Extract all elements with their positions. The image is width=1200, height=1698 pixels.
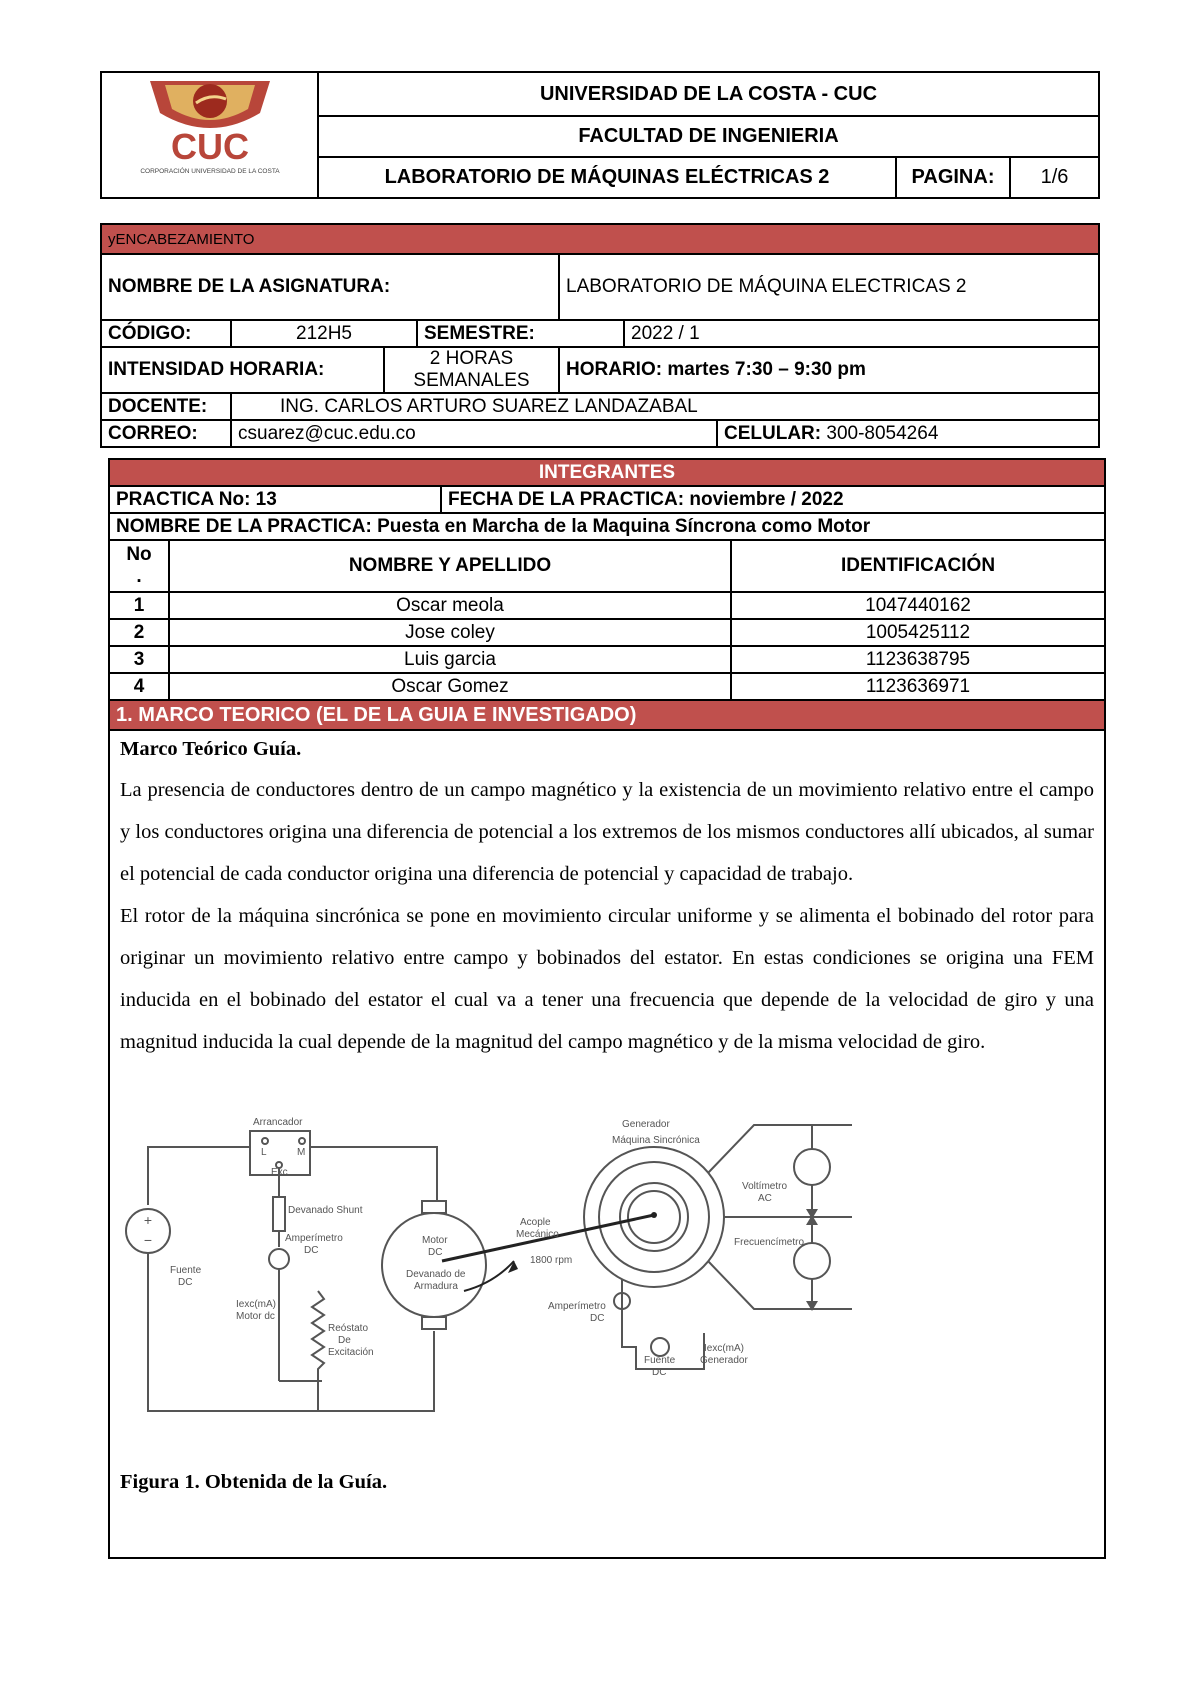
paragraph-2: El rotor de la máquina sincrónica se pone en movimiento circular uniforme y se alimenta el bobinado del rotor para originar un movimiento relativo entre campo y bobinados del estator. En estas condiciones se origina una FEM inducida en el bobinado del estator el cual va a tener una frecuencia que depende de la velocidad de giro y una magnitud inducida la cual depende de la magnitud del campo magnético y de la misma velocidad de giro. [120, 905, 1094, 1053]
svg-text:Motor dc: Motor dc [236, 1311, 275, 1322]
svg-text:L: L [261, 1147, 267, 1158]
integrantes-title: INTEGRANTES [109, 459, 1105, 486]
code-value: 212H5 [231, 320, 417, 347]
col-id: IDENTIFICACIÓN [731, 540, 1105, 592]
svg-text:CORPORACIÓN UNIVERSIDAD DE LA: CORPORACIÓN UNIVERSIDAD DE LA COSTA [139, 168, 280, 175]
practice-name: NOMBRE DE LA PRACTICA: Puesta en Marcha de la Maquina Síncrona como Motor [109, 513, 1105, 540]
table-row: 3 Luis garcia 1123638795 [109, 646, 1105, 673]
page-value: 1/6 [1010, 157, 1099, 198]
encabezamiento-title: yENCABEZAMIENTO [101, 224, 1099, 254]
svg-text:M: M [297, 1147, 306, 1158]
section-title: 1. MARCO TEORICO (EL DE LA GUIA E INVESTIGADO) [109, 700, 1105, 730]
svg-text:DC: DC [304, 1245, 319, 1256]
col-no: No . [109, 540, 169, 592]
svg-text:Amperímetro: Amperímetro [548, 1301, 606, 1312]
svg-text:Iexc(mA): Iexc(mA) [236, 1299, 276, 1310]
phone-value: 300-8054264 [826, 422, 939, 444]
svg-text:Excitación: Excitación [328, 1347, 374, 1358]
table-row: 1 Oscar meola 1047440162 [109, 592, 1105, 619]
phone-label: CELULAR: [724, 422, 822, 444]
circuit-diagram [122, 1111, 902, 1451]
semester-value: 2022 / 1 [624, 320, 1099, 347]
document-header [100, 71, 1100, 199]
svg-text:Arrancador: Arrancador [253, 1117, 303, 1128]
university-name: UNIVERSIDAD DE LA COSTA - CUC [318, 72, 1099, 116]
svg-text:Motor: Motor [422, 1235, 448, 1246]
table-row: 4 Oscar Gomez 1123636971 [109, 673, 1105, 700]
svg-text:Fuente: Fuente [170, 1265, 202, 1276]
email-label: CORREO: [101, 420, 231, 447]
svg-text:Generador: Generador [622, 1119, 670, 1130]
svg-text:Devanado Shunt: Devanado Shunt [288, 1205, 363, 1216]
email-value: csuarez@cuc.edu.co [231, 420, 717, 447]
paragraph-1: La presencia de conductores dentro de un campo magnético y la existencia de un movimiento relativo entre el campo y los conductores origina una diferencia de potencial a los extremos de los mismos conductores allí ubicados, al sumar el potencial de cada conductor origina una diferencia de potencial y capacidad de trabajo. [120, 779, 1094, 885]
svg-text:Devanado de: Devanado de [406, 1269, 466, 1280]
svg-text:DC: DC [428, 1247, 443, 1258]
figure-caption: Figura 1. Obtenida de la Guía. [120, 1471, 388, 1493]
svg-text:Frecuencímetro: Frecuencímetro [734, 1237, 805, 1248]
subject-value: LABORATORIO DE MÁQUINA ELECTRICAS 2 [559, 254, 1099, 320]
hours-value: 2 HORAS SEMANALES [384, 347, 559, 393]
svg-text:Voltímetro: Voltímetro [742, 1181, 788, 1192]
hours-label: INTENSIDAD HORARIA: [101, 347, 384, 393]
code-label: CÓDIGO: [101, 320, 231, 347]
subject-label: NOMBRE DE LA ASIGNATURA: [101, 254, 559, 320]
svg-text:Mecánico: Mecánico [516, 1229, 559, 1240]
svg-text:Máquina Sincrónica: Máquina Sincrónica [612, 1135, 700, 1146]
cuc-logo [110, 73, 310, 191]
svg-text:Generador: Generador [700, 1355, 748, 1366]
integrantes-table [108, 458, 1106, 1559]
svg-text:DC: DC [178, 1277, 193, 1288]
svg-text:Amperímetro: Amperímetro [285, 1233, 343, 1244]
teacher-value: ING. CARLOS ARTURO SUAREZ LANDAZABAL [231, 393, 1099, 420]
encabezamiento-table [100, 223, 1100, 448]
logo-cell [101, 72, 318, 198]
svg-text:De: De [338, 1335, 351, 1346]
svg-text:Acople: Acople [520, 1217, 551, 1228]
practice-date: FECHA DE LA PRACTICA: noviembre / 2022 [441, 486, 1105, 513]
svg-text:Fuente: Fuente [644, 1355, 676, 1366]
svg-text:−: − [143, 1232, 153, 1248]
phone-cell [717, 420, 1099, 447]
page-label: PAGINA: [896, 157, 1010, 198]
svg-text:AC: AC [758, 1193, 772, 1204]
schedule-value: HORARIO: martes 7:30 – 9:30 pm [559, 347, 1099, 393]
semester-label: SEMESTRE: [417, 320, 624, 347]
section-body [109, 730, 1105, 1558]
svg-text:Exc: Exc [271, 1167, 288, 1178]
practice-number: PRACTICA No: 13 [109, 486, 441, 513]
col-name: NOMBRE Y APELLIDO [169, 540, 731, 592]
svg-text:DC: DC [590, 1313, 605, 1324]
faculty-name: FACULTAD DE INGENIERIA [318, 116, 1099, 156]
table-row: 2 Jose coley 1005425112 [109, 619, 1105, 646]
svg-text:1800 rpm: 1800 rpm [530, 1255, 573, 1266]
teacher-label: DOCENTE: [101, 393, 231, 420]
svg-text:CUC: CUC [170, 126, 249, 167]
section-subtitle: Marco Teórico Guía. [120, 738, 302, 760]
svg-text:Iexc(mA): Iexc(mA) [704, 1343, 744, 1354]
svg-text:DC: DC [652, 1367, 667, 1378]
svg-text:Armadura: Armadura [414, 1281, 458, 1292]
lab-name: LABORATORIO DE MÁQUINAS ELÉCTRICAS 2 [318, 157, 896, 198]
svg-text:+: + [143, 1212, 153, 1228]
svg-text:Reóstato: Reóstato [328, 1323, 369, 1334]
